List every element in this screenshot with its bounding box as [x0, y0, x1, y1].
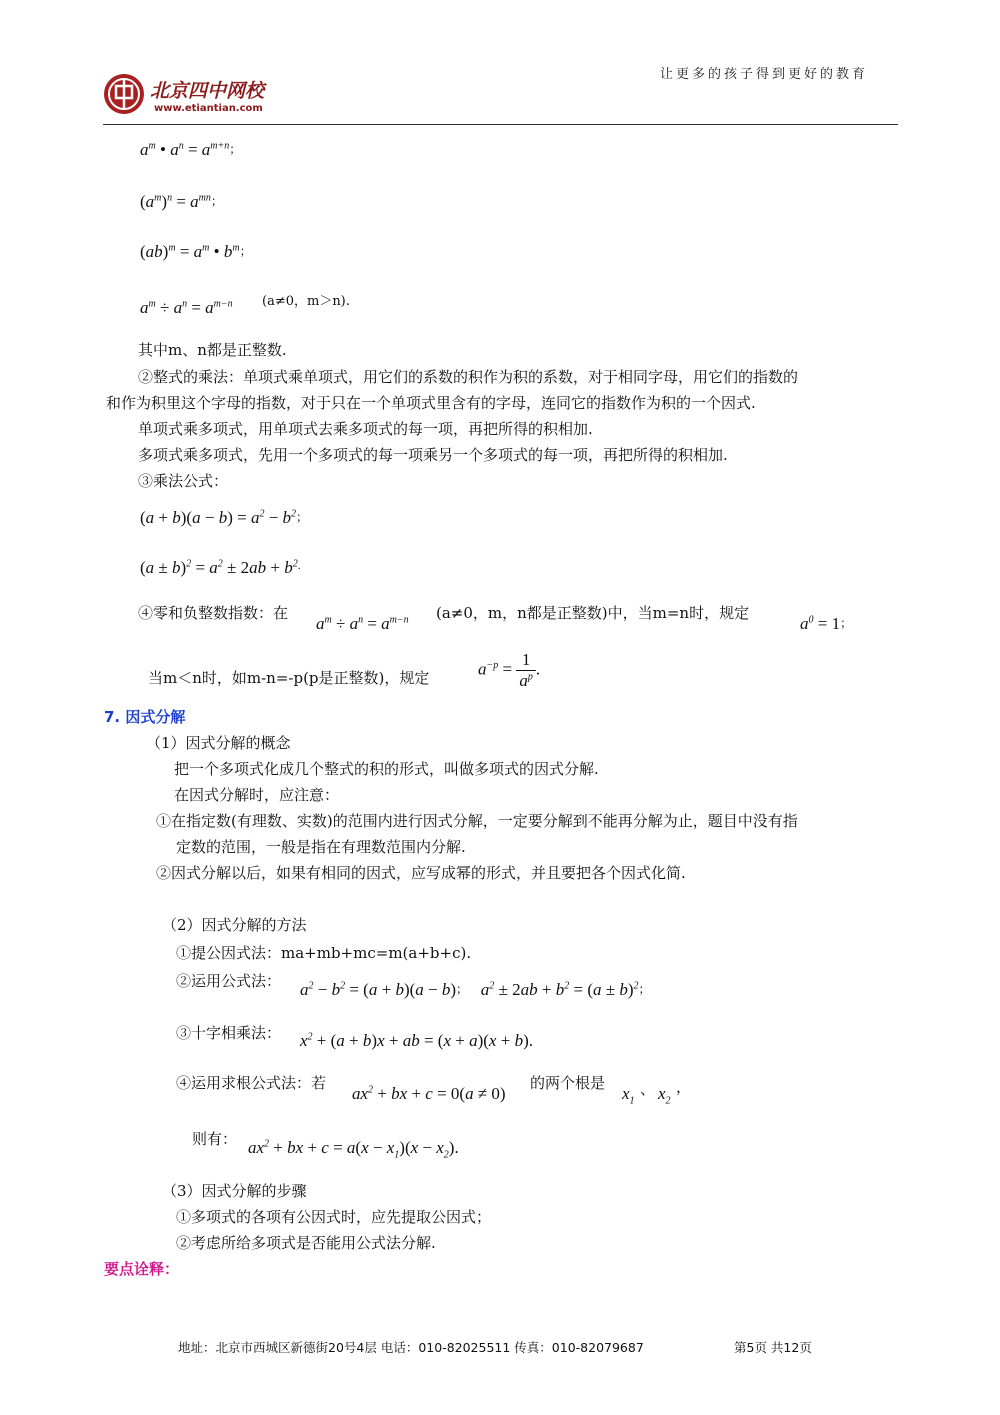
sub1-point1-cont: 定数的范围，一般是指在有理数范围内分解. — [176, 838, 466, 856]
sub1-attention: 在因式分解时，应注意： — [174, 786, 340, 804]
zero-negative-suffix: ； — [840, 616, 853, 630]
method4-root2: $x_2$ — [658, 1084, 671, 1107]
rule2-suffix: ； — [210, 194, 223, 208]
logo-name: 北京四中网校 — [150, 80, 265, 102]
sub1-point1: ①在指定数(有理数、实数)的范围内进行因式分解，一定要分解到不能再分解为止，题目中没有指 — [156, 812, 798, 830]
exponent-note: 其中m、n都是正整数. — [138, 341, 287, 359]
method4-suffix: . — [454, 1138, 459, 1157]
poly-poly-text: 多项式乘多项式，先用一个多项式的每一项乘另一个多项式的每一项，再把所得的积相加. — [138, 446, 728, 464]
mono-poly-text: 单项式乘多项式，用单项式去乘多项式的每一项，再把所得的积相加. — [138, 420, 593, 438]
header-slogan: 让更多的孩子得到更好的教育 — [660, 67, 869, 82]
method4-then: 则有： — [192, 1130, 238, 1148]
integral-mult-text-cont: 和作为积里这个字母的指数，对于只在一个单项式里含有的字母，连同它的指数作为积的一个因式. — [106, 394, 756, 412]
zero-negative-intro: ④零和负整数指数：在 — [138, 604, 289, 622]
method1: ①提公因式法：ma+mb+mc=m(a+b+c). — [176, 944, 472, 962]
logo-url: www.etiantian.com — [154, 103, 263, 114]
formula-title: ③乘法公式： — [138, 472, 229, 490]
method2-formula: $a^2 - b^2 = (a + b)(a - b)^;$ $a^2 \pm 2ab + b^2 = (a \pm b)^{2;}$ — [300, 980, 651, 999]
footer-page-info: 第5页 共12页 — [734, 1340, 812, 1355]
formula2-suffix: . — [297, 558, 301, 572]
sub1-definition: 把一个多项式化成几个整式的积的形式，叫做多项式的因式分解. — [174, 760, 599, 778]
logo — [102, 72, 146, 116]
method4-label: ④运用求根公式法：若 — [176, 1074, 327, 1092]
key-points-label: 要点诠释： — [104, 1260, 180, 1278]
negative-exponent-rule: $a^{-p}$ = $\frac{1}{a^p}$ . — [478, 650, 541, 690]
logo-emblem-icon — [102, 72, 146, 116]
rule-quotient-of-powers: $a^m \div a^n = a^{m-n}$ — [140, 298, 233, 317]
method3-suffix: . — [528, 1031, 533, 1050]
rule-product-of-powers: $a^m$ • $a^n = a^{m+n;}$ — [140, 140, 242, 159]
formula-difference-of-squares: $(a + b)(a - b) = a^2 - b^{2;}$ — [140, 508, 309, 527]
rule4-condition: (a≠0，m＞n). — [262, 294, 350, 309]
section-title: 7. 因式分解 — [104, 708, 186, 726]
formula1-suffix: ； — [296, 510, 309, 524]
method2-label: ②运用公式法： — [176, 972, 282, 990]
integral-mult-text: ②整式的乘法：单项式乘单项式，用它们的系数的积作为积的系数，对于相同字母，用它们的指数的 — [138, 368, 799, 386]
step1: ①多项式的各项有公因式时，应先提取公因式； — [176, 1208, 492, 1226]
negative-intro: 当m＜n时，如m-n=-p(p是正整数)，规定 — [148, 669, 430, 687]
footer-address: 地址：北京市西城区新德街20号4层 电话：010-82025511 传真：010-82079687 — [178, 1340, 644, 1355]
method4-root1: $x_1$ — [622, 1084, 635, 1107]
method4-factorized: $ax^2$ + bx + $c = a(x - x_1)(x - x_2)$. — [248, 1138, 459, 1161]
rule-power-of-power: $(a^m)^n = a^{mn;}$ — [140, 192, 223, 211]
zero-exponent-rule: $a^0 = 1^;$ — [800, 614, 853, 633]
method4-end: ， — [676, 1078, 692, 1096]
rule3-suffix: ； — [239, 244, 252, 258]
method2-separator: ； — [456, 982, 469, 996]
sub2-title: （2）因式分解的方法 — [162, 916, 307, 934]
negative-suffix: . — [535, 659, 541, 679]
sub1-point2: ②因式分解以后，如果有相同的因式，应写成幂的形式，并且要把各个因式化简. — [156, 864, 686, 882]
sub1-title: （1）因式分解的概念 — [146, 734, 291, 752]
step2: ②考虑所给多项式是否能用公式法分解. — [176, 1234, 436, 1252]
rule-power-of-product: $(ab)^m = a^m$ • $b^{m;}$ — [140, 242, 252, 261]
zero-negative-formula: $a^m \div a^n = a^{m-n}$ — [316, 614, 409, 633]
method4-separator: 、 — [640, 1080, 656, 1098]
header-rule — [103, 124, 898, 125]
method2-suffix: ； — [638, 982, 651, 996]
rule1-suffix: ； — [229, 142, 242, 156]
zero-negative-condition: (a≠0，m，n都是正整数)中，当m=n时，规定 — [436, 604, 750, 622]
sub3-title: （3）因式分解的步骤 — [162, 1182, 307, 1200]
method3-formula: $x^2 + (a + b)x$ + ab = (x + a)(x + b). — [300, 1031, 533, 1050]
method3-label: ③十字相乘法： — [176, 1024, 282, 1042]
method4-mid: 的两个根是 — [530, 1074, 606, 1092]
formula-perfect-square: $(a \pm b)^2 = a^2 \pm 2ab + b^{2.}$ — [140, 558, 301, 577]
method4-equation: $ax^2$ + bx + c = 0(a ≠ 0) — [352, 1084, 506, 1103]
